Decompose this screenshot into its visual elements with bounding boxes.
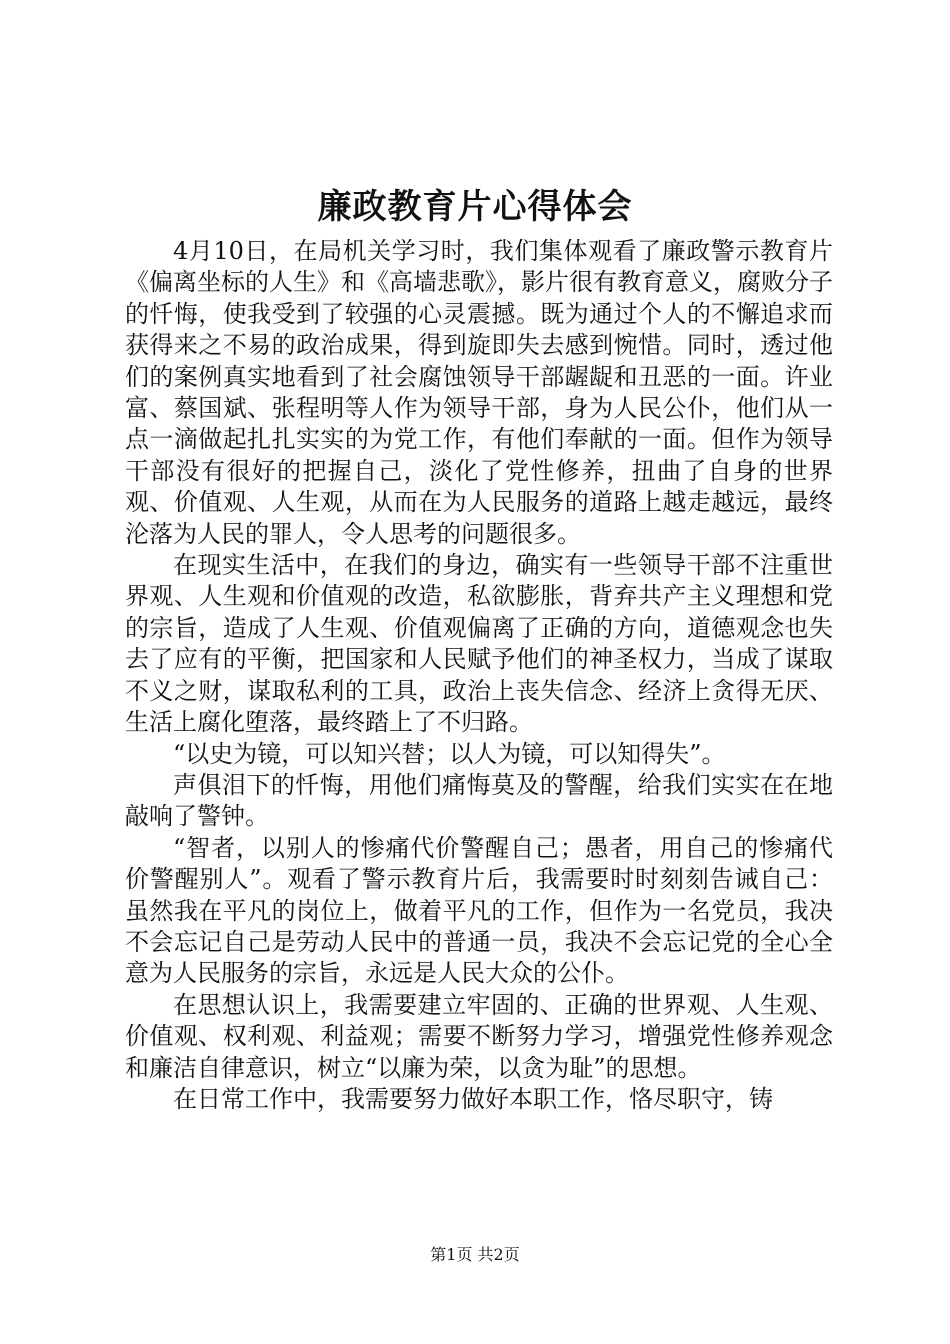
paragraph: 在现实生活中，在我们的身边，确实有一些领导干部不注重世界观、人生观和价值观的改造，私欲膨胀，背弃共产主义理想和党的宗旨，造成了人生观、价值观偏离了正确的方向，道德观念也失去了应有的平衡，把国家和人民赋予他们的神圣权力，当成了谋取不义之财，谋取私利的工具，政治上丧失信念、经济上贪得无厌、生活上腐化堕落，最终踏上了不归路。: [125, 551, 833, 737]
paragraph: 声俱泪下的忏悔，用他们痛悔莫及的警醒，给我们实实在在地敲响了警钟。: [125, 770, 833, 831]
page-footer: 第1页 共2页: [430, 1245, 520, 1264]
paragraph: “以史为镜，可以知兴替；以人为镜，可以知得失”。: [173, 739, 726, 768]
paragraph: 4月10日，在局机关学习时，我们集体观看了廉政警示教育片《偏离坐标的人生》和《高墙悲歌》，影片很有教育意义，腐败分子的忏悔，使我受到了较强的心灵震撼。既为通过个人的不懈追求而获得来之不易的政治成果，得到旋即失去感到惋惜。同时，透过他们的案例真实地看到了社会腐蚀领导干部龌龊和丑恶的一面。许业富、蔡国斌、张程明等人作为领导干部，身为人民公仆，他们从一点一滴做起扎扎实实的为党工作，有他们奉献的一面。但作为领导干部没有很好的把握自己，淡化了党性修养，扭曲了自身的世界观、价值观、人生观，从而在为人民服务的道路上越走越远，最终沦落为人民的罪人，令人思考的问题很多。: [125, 237, 833, 548]
document-title: 廉政教育片心得体会: [317, 187, 633, 227]
document-body: [125, 236, 833, 1115]
paragraph: “智者，以别人的惨痛代价警醒自己；愚者，用自己的惨痛代价警醒别人”。观看了警示教育片后，我需要时时刻刻告诫自己：虽然我在平凡的岗位上，做着平凡的工作，但作为一名党员，我决不会忘记自己是劳动人民中的普通一员，我决不会忘记党的全心全意为人民服务的宗旨，永远是人民大众的公仆。: [125, 833, 833, 988]
paragraph: 在思想认识上，我需要建立牢固的、正确的世界观、人生观、价值观、权利观、利益观；需要不断努力学习，增强党性修养观念和廉洁自律意识，树立“以廉为荣，以贪为耻”的思想。: [125, 990, 833, 1082]
paragraph: 在日常工作中，我需要努力做好本职工作，恪尽职守，铸: [173, 1084, 773, 1113]
